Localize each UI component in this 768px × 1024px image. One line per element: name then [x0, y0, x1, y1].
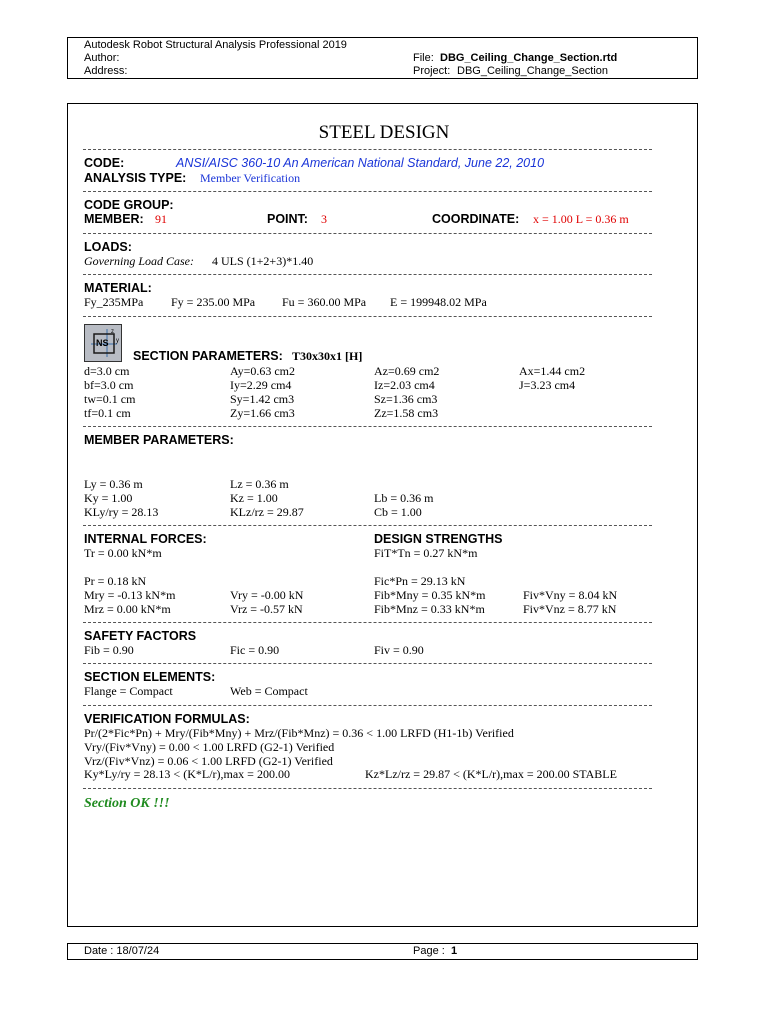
- separator: [83, 622, 652, 623]
- section-ay: Ay=0.63 cm2: [230, 364, 295, 378]
- separator: [83, 525, 652, 526]
- member-ly: Ly = 0.36 m: [84, 477, 143, 491]
- svg-text:y: y: [116, 338, 119, 344]
- verification-line: Pr/(2*Fic*Pn) + Mry/(Fib*Mny) + Mrz/(Fib*Mnz) = 0.36 < 1.00 LRFD (H1-1b) Verified: [84, 726, 514, 740]
- author-label: Author:: [84, 52, 120, 64]
- section-sy: Sy=1.42 cm3: [230, 392, 295, 406]
- flange-class: Flange = Compact: [84, 684, 173, 698]
- code-group-label: CODE GROUP:: [84, 198, 174, 212]
- code-label: CODE:: [84, 156, 125, 170]
- loads-label: LOADS:: [84, 240, 132, 254]
- section-zy: Zy=1.66 cm3: [230, 406, 295, 420]
- web-class: Web = Compact: [230, 684, 308, 698]
- section-j: J=3.23 cm4: [519, 378, 576, 392]
- section-ax: Ax=1.44 cm2: [519, 364, 586, 378]
- strength-fibmnz: Fib*Mnz = 0.33 kN*m: [374, 602, 485, 616]
- verification-label: VERIFICATION FORMULAS:: [84, 712, 250, 726]
- material-fy: Fy = 235.00 MPa: [171, 295, 256, 309]
- section-az: Az=0.69 cm2: [374, 364, 440, 378]
- project-name: DBG_Ceiling_Change_Section: [457, 65, 609, 77]
- separator: [83, 149, 652, 150]
- separator: [83, 788, 652, 789]
- separator: [83, 191, 652, 192]
- separator: [83, 705, 652, 706]
- force-vry: Vry = -0.00 kN: [230, 588, 304, 602]
- verification-line: Kz*Lz/rz = 29.87 < (K*L/r),max = 200.00 STABLE: [365, 767, 617, 781]
- report-header: [67, 37, 698, 79]
- strength-fitn: FiT*Tn = 0.27 kN*m: [374, 546, 478, 560]
- file-name: DBG_Ceiling_Change_Section.rtd: [440, 52, 618, 64]
- safety-fib: Fib = 0.90: [84, 643, 134, 657]
- separator: [83, 426, 652, 427]
- section-d: d=3.0 cm: [84, 364, 130, 378]
- force-vrz: Vrz = -0.57 kN: [230, 602, 303, 616]
- force-tr: Tr = 0.00 kN*m: [84, 546, 162, 560]
- footer-date: Date : 18/07/24: [84, 945, 160, 957]
- member-ky: Ky = 1.00: [84, 491, 133, 505]
- strength-fivvny: Fiv*Vny = 8.04 kN: [523, 588, 618, 602]
- point-label: POINT:: [267, 212, 308, 226]
- member-lz: Lz = 0.36 m: [230, 477, 289, 491]
- section-icon-label: NS: [96, 338, 109, 348]
- safety-fiv: Fiv = 0.90: [374, 643, 424, 657]
- svg-text:z: z: [111, 329, 114, 335]
- section-ok-result: Section OK !!!: [84, 796, 170, 811]
- file-label: File:: [413, 52, 434, 64]
- footer-page-label: Page :: [413, 945, 445, 957]
- section-sz: Sz=1.36 cm3: [374, 392, 438, 406]
- strength-ficpn: Fic*Pn = 29.13 kN: [374, 574, 466, 588]
- app-name: Autodesk Robot Structural Analysis Professional 2019: [84, 39, 347, 51]
- safety-fic: Fic = 0.90: [230, 643, 280, 657]
- load-case-value: 4 ULS (1+2+3)*1.40: [212, 254, 314, 268]
- code-value: ANSI/AISC 360-10 An American National Standard, June 22, 2010: [176, 156, 545, 170]
- material-fu: Fu = 360.00 MPa: [282, 295, 367, 309]
- member-kz: Kz = 1.00: [230, 491, 278, 505]
- section-name: T30x30x1 [H]: [292, 349, 363, 363]
- section-bf: bf=3.0 cm: [84, 378, 134, 392]
- verification-line: Ky*Ly/ry = 28.13 < (K*L/r),max = 200.00: [84, 767, 290, 781]
- section-params-label: SECTION PARAMETERS:: [133, 349, 283, 363]
- force-pr: Pr = 0.18 kN: [84, 574, 147, 588]
- report-footer: [67, 943, 698, 960]
- load-case-label: Governing Load Case:: [84, 254, 194, 268]
- strength-fivvnz: Fiv*Vnz = 8.77 kN: [523, 602, 617, 616]
- force-mrz: Mrz = 0.00 kN*m: [84, 602, 171, 616]
- verification-line: Vrz/(Fiv*Vnz) = 0.06 < 1.00 LRFD (G2-1) Verified: [84, 754, 333, 768]
- analysis-type-value: Member Verification: [200, 171, 301, 185]
- footer-page-number: 1: [451, 945, 458, 957]
- section-tw: tw=0.1 cm: [84, 392, 136, 406]
- material-e: E = 199948.02 MPa: [390, 295, 487, 309]
- verification-line: Vry/(Fiv*Vny) = 0.00 < 1.00 LRFD (G2-1) Verified: [84, 740, 335, 754]
- member-kly-ry: KLy/ry = 28.13: [84, 505, 159, 519]
- material-grade: Fy_235MPa: [84, 295, 144, 309]
- section-iz: Iz=2.03 cm4: [374, 378, 435, 392]
- separator: [83, 316, 652, 317]
- internal-forces-label: INTERNAL FORCES:: [84, 532, 207, 546]
- section-shape-icon: [84, 324, 122, 362]
- member-params-label: MEMBER PARAMETERS:: [84, 433, 234, 447]
- section-zz: Zz=1.58 cm3: [374, 406, 439, 420]
- member-klz-rz: KLz/rz = 29.87: [230, 505, 304, 519]
- separator: [83, 663, 652, 664]
- member-lb: Lb = 0.36 m: [374, 491, 434, 505]
- member-label: MEMBER:: [84, 212, 144, 226]
- analysis-type-label: ANALYSIS TYPE:: [84, 171, 187, 185]
- separator: [83, 274, 652, 275]
- coordinate-label: COORDINATE:: [432, 212, 520, 226]
- member-cb: Cb = 1.00: [374, 505, 422, 519]
- section-elements-label: SECTION ELEMENTS:: [84, 670, 216, 684]
- design-strengths-label: DESIGN STRENGTHS: [374, 532, 503, 546]
- section-iy: Iy=2.29 cm4: [230, 378, 292, 392]
- project-label: Project:: [413, 65, 451, 77]
- coordinate-value: x = 1.00 L = 0.36 m: [533, 212, 629, 226]
- safety-factors-label: SAFETY FACTORS: [84, 629, 197, 643]
- separator: [83, 233, 652, 234]
- section-tf: tf=0.1 cm: [84, 406, 131, 420]
- point-value: 3: [321, 212, 327, 226]
- member-value: 91: [155, 212, 167, 226]
- material-label: MATERIAL:: [84, 281, 152, 295]
- report-title: STEEL DESIGN: [318, 122, 450, 143]
- force-mry: Mry = -0.13 kN*m: [84, 588, 176, 602]
- strength-fibmny: Fib*Mny = 0.35 kN*m: [374, 588, 486, 602]
- address-label: Address:: [84, 65, 128, 77]
